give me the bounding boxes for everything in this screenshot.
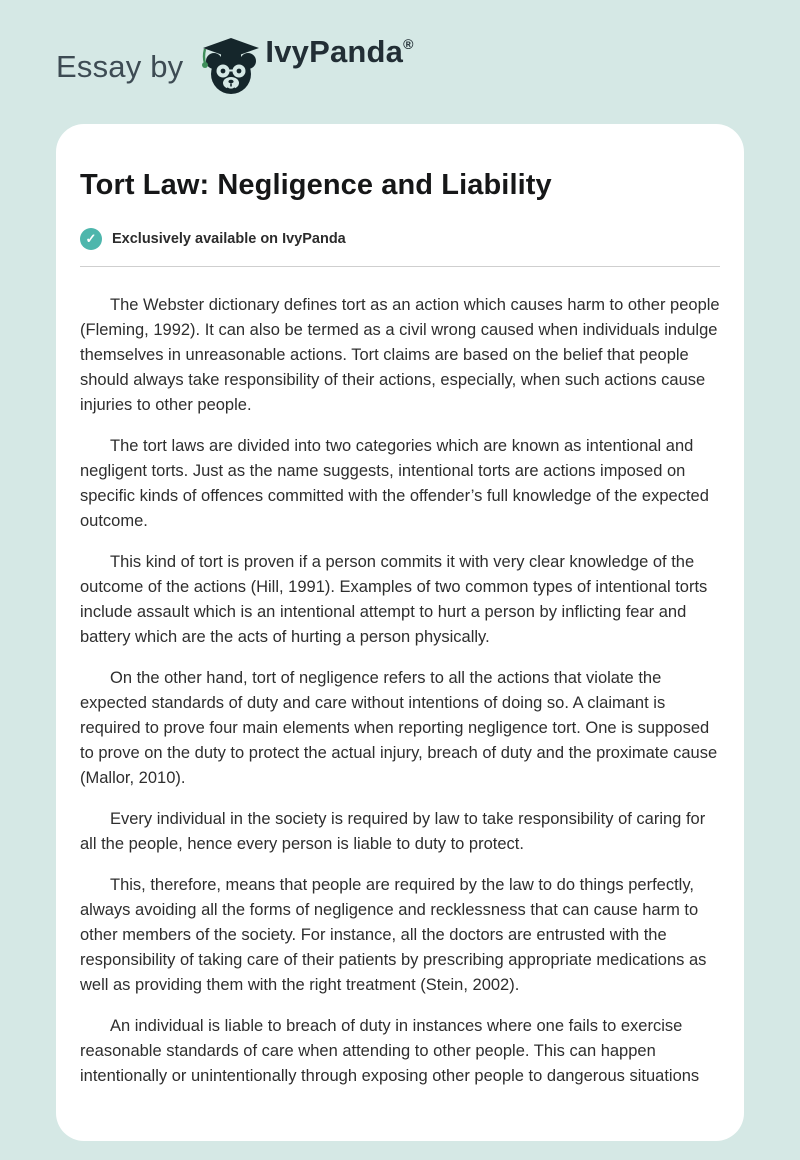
page-title: Tort Law: Negligence and Liability [80,169,552,201]
availability-row [80,228,720,250]
paragraph: This kind of tort is proven if a person commits it with very clear knowledge of the outcome of the actions (Hill, 1991). Examples of two common types of intentional torts include assault which is an intentional attempt to hurt a person by inflicting fear and battery which are the acts of hurting a person physically. [80,553,708,646]
essay-card [56,124,744,1141]
brand-link[interactable] [197,34,413,100]
paragraph: On the other hand, tort of negligence refers to all the actions that violate the expected standards of duty and care without intentions of doing so. A claimant is required to prove four main elements when reporting negligence tort. One is supposed to prove on the duty to protect the actual injury, breach of duty and the proximate cause (Mallor, 2010). [80,669,718,787]
paragraph: This, therefore, means that people are required by the law to do things perfectly, always avoiding all the forms of negligence and recklessness that can cause harm to other members of the society. For instance, all the doctors are entrusted with the responsibility of taking care of their patients by prescribing appropriate medications as well as providing them with the right treatment (Stein, 2002). [80,876,707,994]
paragraph: An individual is liable to breach of duty in instances where one fails to exercise reasonable standards of care when attending to other people. This can happen intentionally or unintentionally through exposing other people to dangerous situations [80,1017,700,1085]
divider [80,266,720,267]
registered-mark: ® [403,36,414,52]
paragraph: The tort laws are divided into two categories which are known as intentional and negligent torts. Just as the name suggests, intentional torts are actions imposed on specific kinds of offences committed with the offender’s full knowledge of the expected outcome. [80,437,709,530]
check-icon: ✓ [80,228,102,250]
essay-by-label: Essay by [56,49,184,84]
paragraph: The Webster dictionary defines tort as an action which causes harm to other people (Fleming, 1992). It can also be termed as a civil wrong caused when individuals indulge themselves in unreasonable actions. Tort claims are based on the belief that people should always take responsibility of their actions, especially, when such actions cause injuries to other people. [80,296,720,414]
paragraph: Every individual in the society is required by law to take responsibility of caring for all the people, hence every person is liable to duty to protect. [80,810,706,853]
availability-label: Exclusively available on IvyPanda [112,231,346,247]
brand-name: IvyPanda [265,34,404,69]
page-header [0,0,800,104]
essay-body [80,293,720,1089]
panda-graduate-icon [197,34,265,100]
